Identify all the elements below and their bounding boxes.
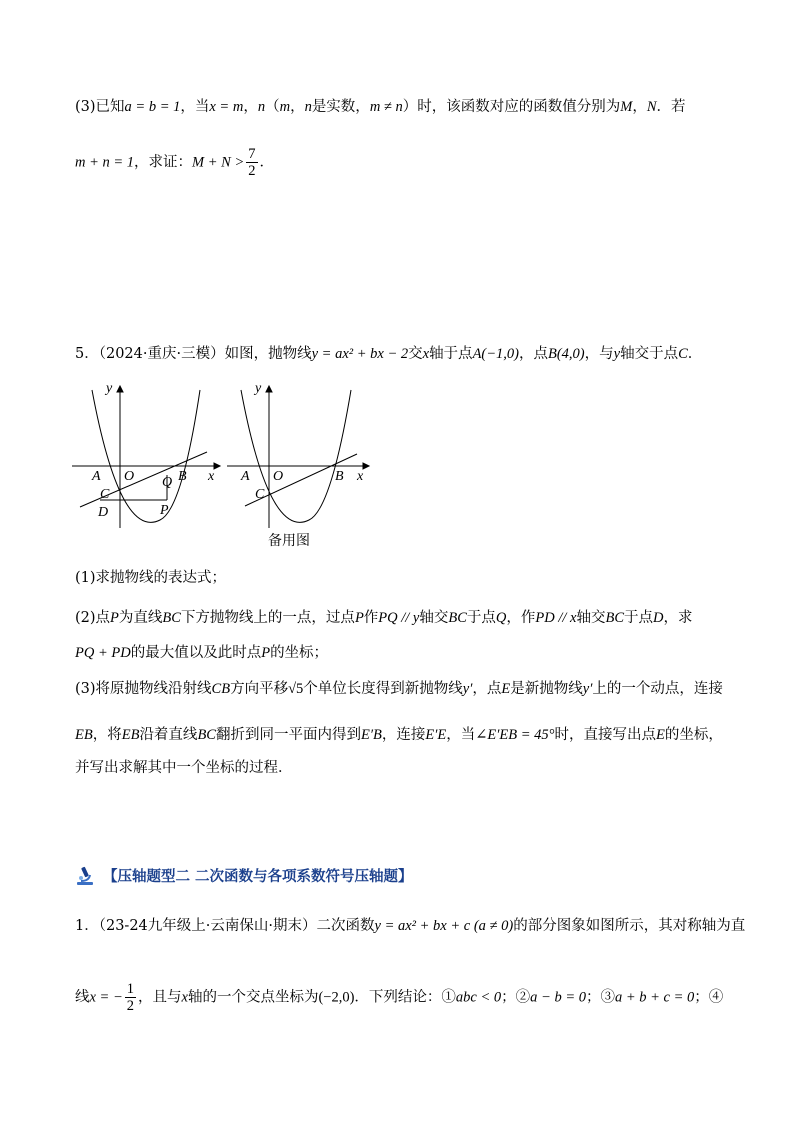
label-a: A (92, 469, 101, 484)
label-x: x (208, 469, 215, 484)
q3-line-2: m + n = 1，求证：M + N > $\frac{7}{2}$ ． (75, 146, 274, 179)
label-a: A (241, 469, 250, 484)
q1-stem-line-1: 1．（23-24九年级上·云南保山·期末）二次函数y = ax² + bx + c (a ≠ 0)的部分图象如图所示，其对称轴为直 (75, 918, 746, 934)
fraction-one-half: $\frac{1}{2}$ (126, 981, 135, 1014)
parabola-figure-main (72, 380, 222, 530)
fraction-seven-halves: $\frac{7}{2}$ (248, 146, 256, 179)
figure-caption: 备用图 (268, 533, 310, 549)
label-d: D (98, 505, 109, 520)
microscope-icon (75, 864, 97, 886)
label-o: O (273, 469, 284, 484)
q5-part-3-line-2: EB，将EB沿着直线BC翻折到同一平面内得到E′B，连接E′E，当∠E′EB = 45°时，直接写出点E的坐标， (75, 727, 723, 743)
x-axis-arrow (214, 463, 220, 469)
label-y: y (255, 381, 262, 396)
q1-stem-line-2: 线x = − $\frac{1}{2}$ ，且与x轴的一个交点坐标为(−2,0)．下列结论：①abc < 0；②a − b = 0；③a + b + c = 0；④ (75, 981, 724, 1014)
x-axis-arrow (363, 463, 369, 469)
label-c: C (100, 487, 110, 502)
q5-part-2-line-1: (2)点P为直线BC下方抛物线上的一点，过点P作PQ // y轴交BC于点Q，作PD // x轴交BC于点D，求 (75, 610, 693, 626)
parabola-curve (92, 390, 200, 522)
label-b: B (178, 469, 187, 484)
label-x: x (357, 469, 364, 484)
section-title: 【压轴题型二 二次函数与各项系数符号压轴题】 (103, 868, 413, 885)
parabola-curve (241, 390, 351, 522)
q5-figures (72, 380, 392, 550)
q5-part-3-line-1: (3)将原抛物线沿射线CB方向平移√5个单位长度得到新抛物线y′，点E是新抛物线y′上的一个动点，连接 (75, 681, 723, 697)
section-heading (75, 862, 413, 888)
q5-stem: 5．（2024·重庆·三模）如图，抛物线y = ax² + bx − 2交x轴于点A(−1,0)，点B(4,0)，与y轴交于点C． (75, 346, 703, 362)
y-axis-arrow (117, 386, 123, 392)
label-o: O (124, 469, 135, 484)
label-c: C (255, 487, 265, 502)
label-y: y (106, 381, 113, 396)
q5-part-2-line-2: PQ + PD的最大值以及此时点P的坐标； (75, 645, 329, 661)
label-q: Q (162, 475, 173, 490)
q5-part-1: (1)求抛物线的表达式； (75, 570, 227, 586)
label-p: P (160, 503, 169, 518)
parabola-figure-spare (227, 380, 377, 530)
label-b: B (335, 469, 344, 484)
q3-line-1: (3)已知a = b = 1，当x = m，n（m，n是实数，m ≠ n）时，该函数对应的函数值分别为M，N．若 (75, 99, 686, 115)
q5-part-3-line-3: 并写出求解其中一个坐标的过程． (75, 760, 293, 776)
y-axis-arrow (266, 386, 272, 392)
